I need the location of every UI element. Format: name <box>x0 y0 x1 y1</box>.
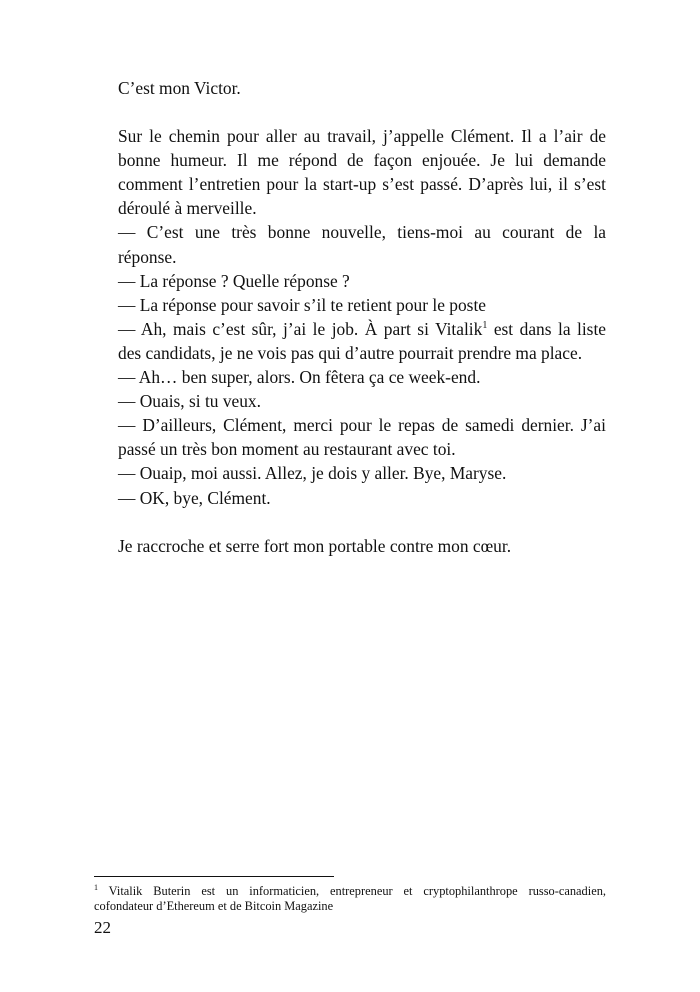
dialogue-line: — Ouais, si tu veux. <box>118 391 261 412</box>
dialogue-line: — D’ailleurs, Clément, merci pour le repas de samedi dernier. J’ai passé un très bon moment au restaurant avec toi. <box>118 415 606 460</box>
dialogue-line: — Ah… ben super, alors. On fêtera ça ce week-end. <box>118 367 481 388</box>
footnote: $^1$ Vitalik Buterin est un informaticien, entrepreneur et cryptophilanthrope russo-canadien, cofondateur d’Ethereum et de Bitcoin Magazine <box>94 883 606 914</box>
dialogue-line: — Ouaip, moi aussi. Allez, je dois y aller. Bye, Maryse. <box>118 463 507 484</box>
dialogue-line: — C’est une très bonne nouvelle, tiens-moi au courant de la réponse. <box>118 222 606 267</box>
paragraph: C’est mon Victor. <box>118 78 241 98</box>
body-text <box>94 76 606 558</box>
paragraph: Je raccroche et serre fort mon portable contre mon cœur. <box>118 535 512 556</box>
dialogue-line: — Ah, mais c’est sûr, j’ai le job. À part si Vitalik$^1$ est dans la liste des candidats, je ne vois pas qui d’autre pourrait prendre ma place. <box>118 318 606 363</box>
footnote-reference: 1 <box>482 319 488 331</box>
dialogue-line: — OK, bye, Clément. <box>118 487 271 508</box>
dialogue-line: — La réponse ? Quelle réponse ? <box>118 270 350 291</box>
paragraph: Sur le chemin pour aller au travail, j’appelle Clément. Il a l’air de bonne humeur. Il me répond de façon enjouée. Je lui demande comment l’entretien pour la start-up s’est passé. D’après lui, il s’est déroulé à merveille. <box>118 126 606 219</box>
page-number: 22 <box>94 918 111 937</box>
footnote-marker: 1 <box>94 883 98 892</box>
footnote-separator <box>94 876 334 877</box>
dialogue-line: — La réponse pour savoir s’il te retient pour le poste <box>118 294 486 315</box>
